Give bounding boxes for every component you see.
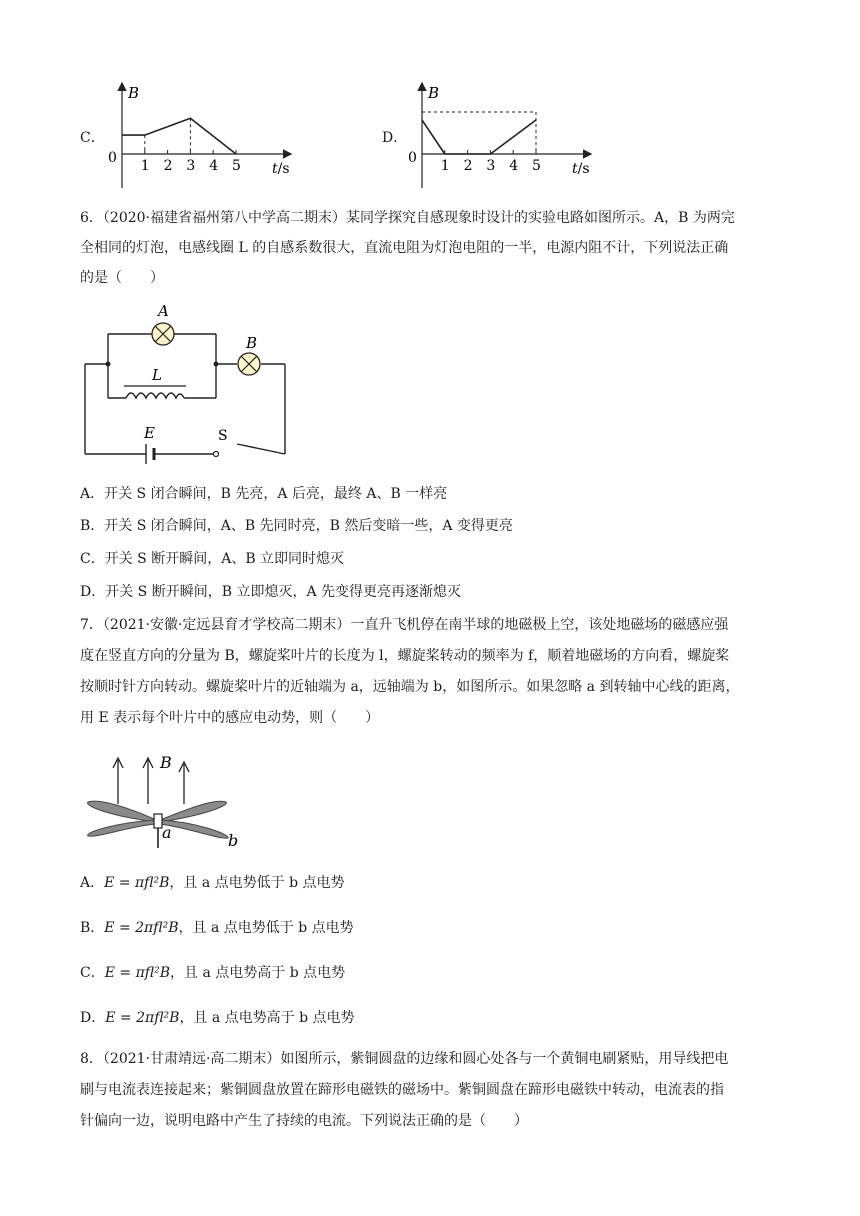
option-label: C．: [80, 965, 105, 981]
graph-d: [400, 78, 600, 192]
q8-stem-line-3: 针偏向一边，说明电路中产生了持续的电流。下列说法正确的是（ ）: [80, 1113, 528, 1129]
y-axis-label: B: [428, 84, 440, 102]
option-formula: E = πfl²B: [104, 875, 170, 891]
x-tick-label: 2: [463, 158, 473, 174]
x-tick-label: 4: [209, 158, 219, 174]
q8-stem-line-1: 8．（2021·甘肃靖远·高二期末）如图所示，紫铜圆盘的边缘和圆心处各与一个黄铜电刷紧贴，用导线把电: [80, 1051, 729, 1067]
field-b-label: B: [160, 753, 172, 772]
q7-stem-line-1: 7．（2021·安徽·定远县育才学校高二期末）一直升飞机停在南半球的地磁极上空，该处地磁场的磁感应强: [80, 617, 729, 633]
q7-propeller-figure: [80, 748, 260, 854]
q6-option-c[interactable]: C．开关 S 断开瞬间，A、B 立即同时熄灭: [80, 551, 345, 567]
switch-label: S: [218, 428, 228, 444]
curve-segment: [422, 120, 445, 154]
q7-stem-line-2: 度在竖直方向的分量为 B，螺旋桨叶片的长度为 l，螺旋桨转动的频率为 f，顺着地磁场的方向看，螺旋桨: [80, 648, 730, 664]
q6-option-b[interactable]: B．开关 S 闭合瞬间，A、B 先同时亮，B 然后变暗一些，A 变得更亮: [80, 518, 513, 534]
point-b-label: b: [228, 831, 239, 850]
origin-label: 0: [408, 150, 417, 166]
curve-c: [122, 118, 236, 154]
q7-option-a[interactable]: [80, 873, 345, 893]
y-axis-label: B: [128, 84, 140, 102]
x-axis-label: t/s: [572, 161, 590, 177]
q6-circuit-diagram: [80, 298, 300, 466]
x-tick-label: 1: [440, 158, 450, 174]
option-label: B．: [80, 920, 105, 936]
lamp-a-label: A: [158, 302, 169, 320]
option-label: A．: [80, 875, 105, 891]
x-tick-label: 4: [509, 158, 519, 174]
option-d-label[interactable]: D．: [382, 130, 408, 146]
q6-option-a[interactable]: A．开关 S 闭合瞬间，B 先亮，A 后亮，最终 A、B 一样亮: [80, 486, 448, 502]
option-text: ，且 a 点电势高于 b 点电势: [179, 1010, 355, 1026]
x-tick-label: 2: [163, 158, 173, 174]
q6-stem-line-3: 的是（ ）: [80, 270, 164, 286]
q7-stem-line-3: 按顺时针方向转动。螺旋桨叶片的近轴端为 a，远轴端为 b，如图所示。如果忽略 a 到转轴中心线的距离，: [80, 679, 740, 695]
option-formula: E = 2πfl²B: [105, 1010, 180, 1026]
option-formula: E = 2πfl²B: [104, 920, 179, 936]
x-tick-label: 1: [140, 158, 150, 174]
origin-label: 0: [108, 150, 117, 166]
x-axis-label: t/s: [272, 161, 290, 177]
coil-label: L: [152, 366, 162, 384]
option-formula: E = πfl²B: [104, 965, 171, 981]
q7-option-c[interactable]: [80, 963, 345, 983]
battery: [146, 444, 154, 464]
propeller-hub: [154, 814, 162, 828]
q7-option-b[interactable]: [80, 918, 354, 938]
q6-option-d[interactable]: D．开关 S 断开瞬间，B 立即熄灭，A 先变得更亮再逐渐熄灭: [80, 584, 462, 600]
curve-segment: [490, 120, 536, 154]
inductor-coil: [126, 393, 184, 398]
point-a-label: a: [162, 823, 172, 842]
q6-stem-line-2: 全相同的灯泡，电感线圈 L 的自感系数很大，直流电阻为灯泡电阻的一半，电源内阻不计，下列说法正确: [80, 240, 729, 256]
x-tick-label: 5: [232, 158, 241, 174]
curve-d: [422, 120, 536, 154]
option-label: D．: [80, 1010, 106, 1026]
lamp-a: [152, 323, 174, 345]
x-tick-label: 3: [486, 158, 496, 174]
q6-stem-line-1: 6．（2020·福建省福州第八中学高二期末）某同学探究自感现象时设计的实验电路如图所示。A，B 为两完: [80, 210, 735, 226]
graph-c: [100, 78, 300, 192]
option-text: ，且 a 点电势低于 b 点电势: [178, 920, 354, 936]
q7-stem-line-4: 用 E 表示每个叶片中的感应电动势，则（ ）: [80, 710, 380, 726]
switch: [214, 452, 219, 457]
option-c-label[interactable]: C．: [80, 130, 105, 146]
battery-label: E: [144, 424, 155, 442]
lamp-b: [238, 353, 260, 375]
x-tick-label: 5: [532, 158, 541, 174]
option-text: ，且 a 点电势低于 b 点电势: [169, 875, 345, 891]
x-tick-label: 3: [186, 158, 196, 174]
option-text: ，且 a 点电势高于 b 点电势: [170, 965, 346, 981]
lamp-b-label: B: [246, 334, 258, 352]
q7-option-d[interactable]: [80, 1008, 355, 1028]
q8-stem-line-2: 刷与电流表连接起来；紫铜圆盘放置在蹄形电磁铁的磁场中。紫铜圆盘在蹄形电磁铁中转动，电流表的指: [80, 1082, 724, 1098]
